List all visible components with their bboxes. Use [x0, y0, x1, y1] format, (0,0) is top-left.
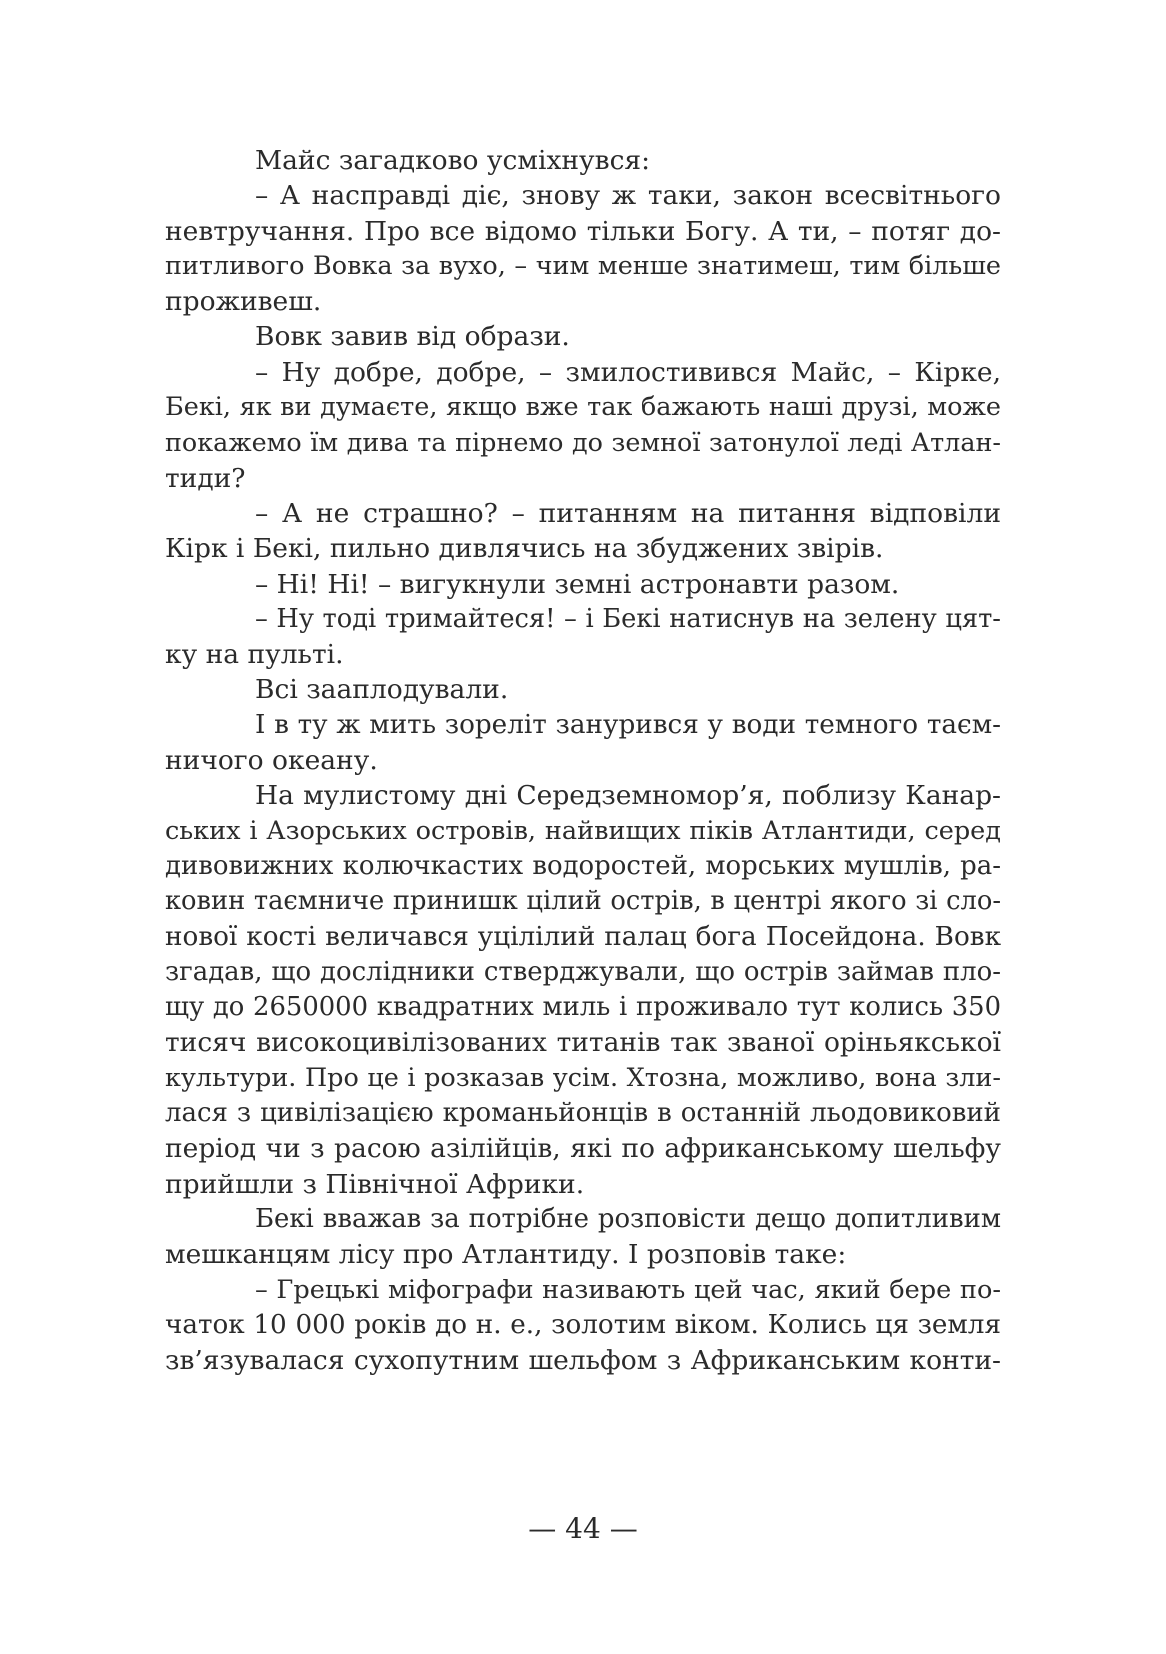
text-line: Всі зааплодували. — [255, 674, 509, 706]
text-line: чаток 10 000 років до н. е., золотим віком. Колись ця земля — [165, 1309, 1001, 1340]
text-line: тисяч високоцивілізованих титанів так званої оріньякської — [165, 1027, 1001, 1059]
text-line: – Ні! Ні! – вигукнули земні астронавти разом. — [255, 568, 900, 600]
text-line: питливого Вовка за вухо, – чим менше знатимеш, тим більше — [165, 250, 1001, 281]
text-line: тиди? — [165, 462, 246, 494]
text-line: – Ну тоді тримайтеся! – і Бекі натиснув на зелену цят- — [255, 603, 1001, 634]
text-line: – А насправді діє, знову ж таки, закон всесвітнього — [255, 180, 1001, 212]
text-line: – Грецькі міфографи називають цей час, який бере по- — [255, 1274, 1001, 1305]
text-line: щу до 2650000 квадратних миль і проживало тут колись 350 — [165, 992, 1001, 1023]
text-line: – Ну добре, добре, – змилостивився Майс, – Кірке, — [255, 356, 1001, 388]
text-line: покажемо їм дива та пірнемо до земної затонулої леді Атлан- — [165, 427, 1001, 458]
text-line: прийшли з Північної Африки. — [165, 1168, 585, 1200]
text-line: період чи з расою азілійців, які по африканському шельфу — [165, 1133, 1001, 1165]
text-line: Бекі, як ви думаєте, якщо вже так бажають наші друзі, може — [165, 392, 1001, 423]
page-number: — 44 — — [528, 1512, 638, 1545]
text-line: ку на пульті. — [165, 639, 344, 671]
text-line: Вовк завив від образи. — [255, 321, 570, 353]
text-line: мешканцям лісу про Атлантиду. І розповів таке: — [165, 1239, 847, 1271]
text-line: лася з цивілізацією кроманьйонців в останній льодовиковий — [165, 1098, 1001, 1129]
text-line: На мулистому дні Середземномор’я, поблизу Канар- — [255, 780, 1001, 812]
text-line: Майс загадково усміхнувся: — [255, 145, 651, 176]
text-line: Бекі вважав за потрібне розповісти дещо допитливим — [255, 1203, 1001, 1234]
text-line: зв’язувалася сухопутним шельфом з Африканським конти- — [165, 1345, 1001, 1377]
text-line: ничого океану. — [165, 745, 378, 777]
text-line: невтручання. Про все відомо тільки Богу. А ти, – потяг до- — [165, 215, 1001, 247]
text-line: І в ту ж мить зореліт занурився у води темного таєм- — [255, 709, 1001, 740]
text-line: проживеш. — [165, 286, 322, 318]
body-text — [165, 143, 1001, 1378]
text-line: ських і Азорських островів, найвищих піків Атлантиди, серед — [165, 815, 1001, 846]
text-line: ковин таємниче принишк цілий острів, в центрі якого зі сло- — [165, 886, 1001, 917]
text-line: нової кості величався уцілілий палац бога Посейдона. Вовк — [165, 921, 1001, 952]
text-line: – А не страшно? – питанням на питання відповіли — [255, 497, 1001, 529]
text-line: згадав, що дослідники стверджували, що острів займав пло- — [165, 956, 1001, 987]
text-line: культури. Про це і розказав усім. Хтозна, можливо, вона зли- — [165, 1062, 1001, 1093]
text-line: дивовижних колючкастих водоростей, морських мушлів, ра- — [165, 850, 1001, 881]
text-line: Кірк і Бекі, пильно дивлячись на збуджених звірів. — [165, 533, 884, 565]
